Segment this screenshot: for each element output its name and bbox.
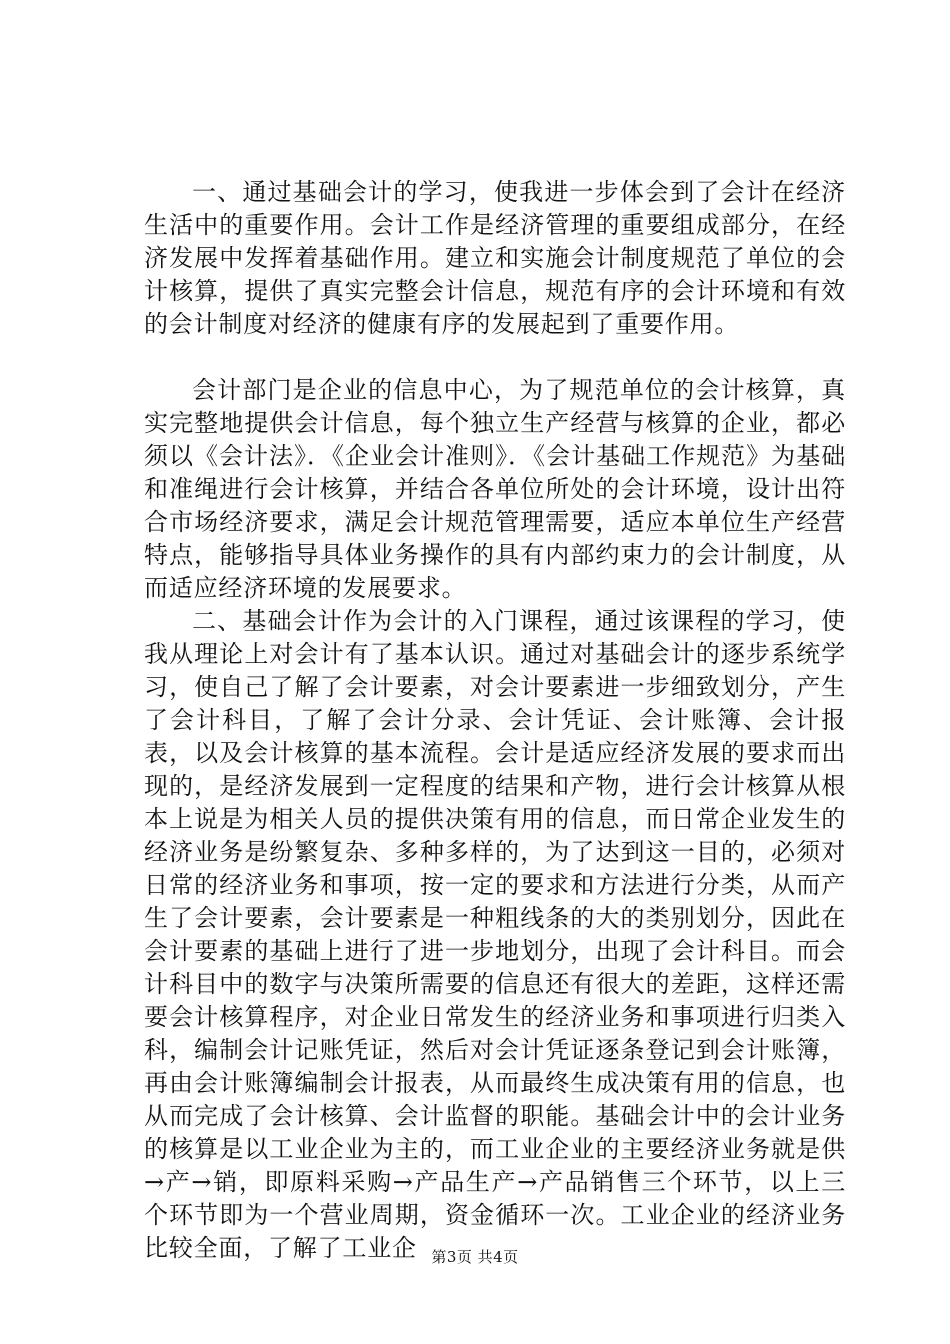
paragraph-3: 二、基础会计作为会计的入门课程，通过该课程的学习，使我从理论上对会计有了基本认识。通过对基础会计的逐步系统学习，使自己了解了会计要素，对会计要素进一步细致划分，产生了会计科目，了解了会计分录、会计凭证、会计账簿、会计报表，以及会计核算的基本流程。会计是适应经济发展的要求而出现的，是经济发展到一定程度的结果和产物，进行会计核算从根本上说是为相关人员的提供决策有用的信息，而日常企业发生的经济业务是纷繁复杂、多种多样的，为了达到这一目的，必须对日常的经济业务和事项，按一定的要求和方法进行分类，从而产生了会计要素，会计要素是一种粗线条的大的类别划分，因此在会计要素的基础上进行了进一步地划分，出现了会计科目。而会计科目中的数字与决策所需要的信息还有很大的差距，这样还需要会计核算程序，对企业日常发生的经济业务和事项进行归类入科，编制会计记账凭证，然后对会计凭证逐条登记到会计账簿，再由会计账簿编制会计报表，从而最终生成决策有用的信息，也从而完成了会计核算、会计监督的职能。基础会计中的会计业务的核算是以工业企业为主的，而工业企业的主要经济业务就是供→产→销，即原料采购→产品生产→产品销售三个环节，以上三个环节即为一个营业周期，资金循环一次。工业企业的经济业务比较全面，了解了工业企 (144, 607, 846, 1262)
paragraph-2: 会计部门是企业的信息中心，为了规范单位的会计核算，真实完整地提供会计信息，每个独立生产经营与核算的企业，都必须以《会计法》．《企业会计准则》．《会计基础工作规范》为基础和准绳进行会计核算，并结合各单位所处的会计环境，设计出符合市场经济要求，满足会计规范管理需要，适应本单位生产经营特点，能够指导具体业务操作的具有内部约束力的会计制度，从而适应经济环境的发展要求。 (144, 376, 846, 602)
paragraph-1: 一、通过基础会计的学习，使我进一步体会到了会计在经济生活中的重要作用。会计工作是经济管理的重要组成部分，在经济发展中发挥着基础作用。建立和实施会计制度规范了单位的会计核算，提供了真实完整会计信息，规范有序的会计环境和有效的会计制度对经济的健康有序的发展起到了重要作用。 (144, 178, 846, 338)
paragraph-gap (144, 341, 846, 374)
page-number-footer: 第3页 共4页 (431, 1248, 519, 1266)
document-body (144, 176, 846, 1265)
